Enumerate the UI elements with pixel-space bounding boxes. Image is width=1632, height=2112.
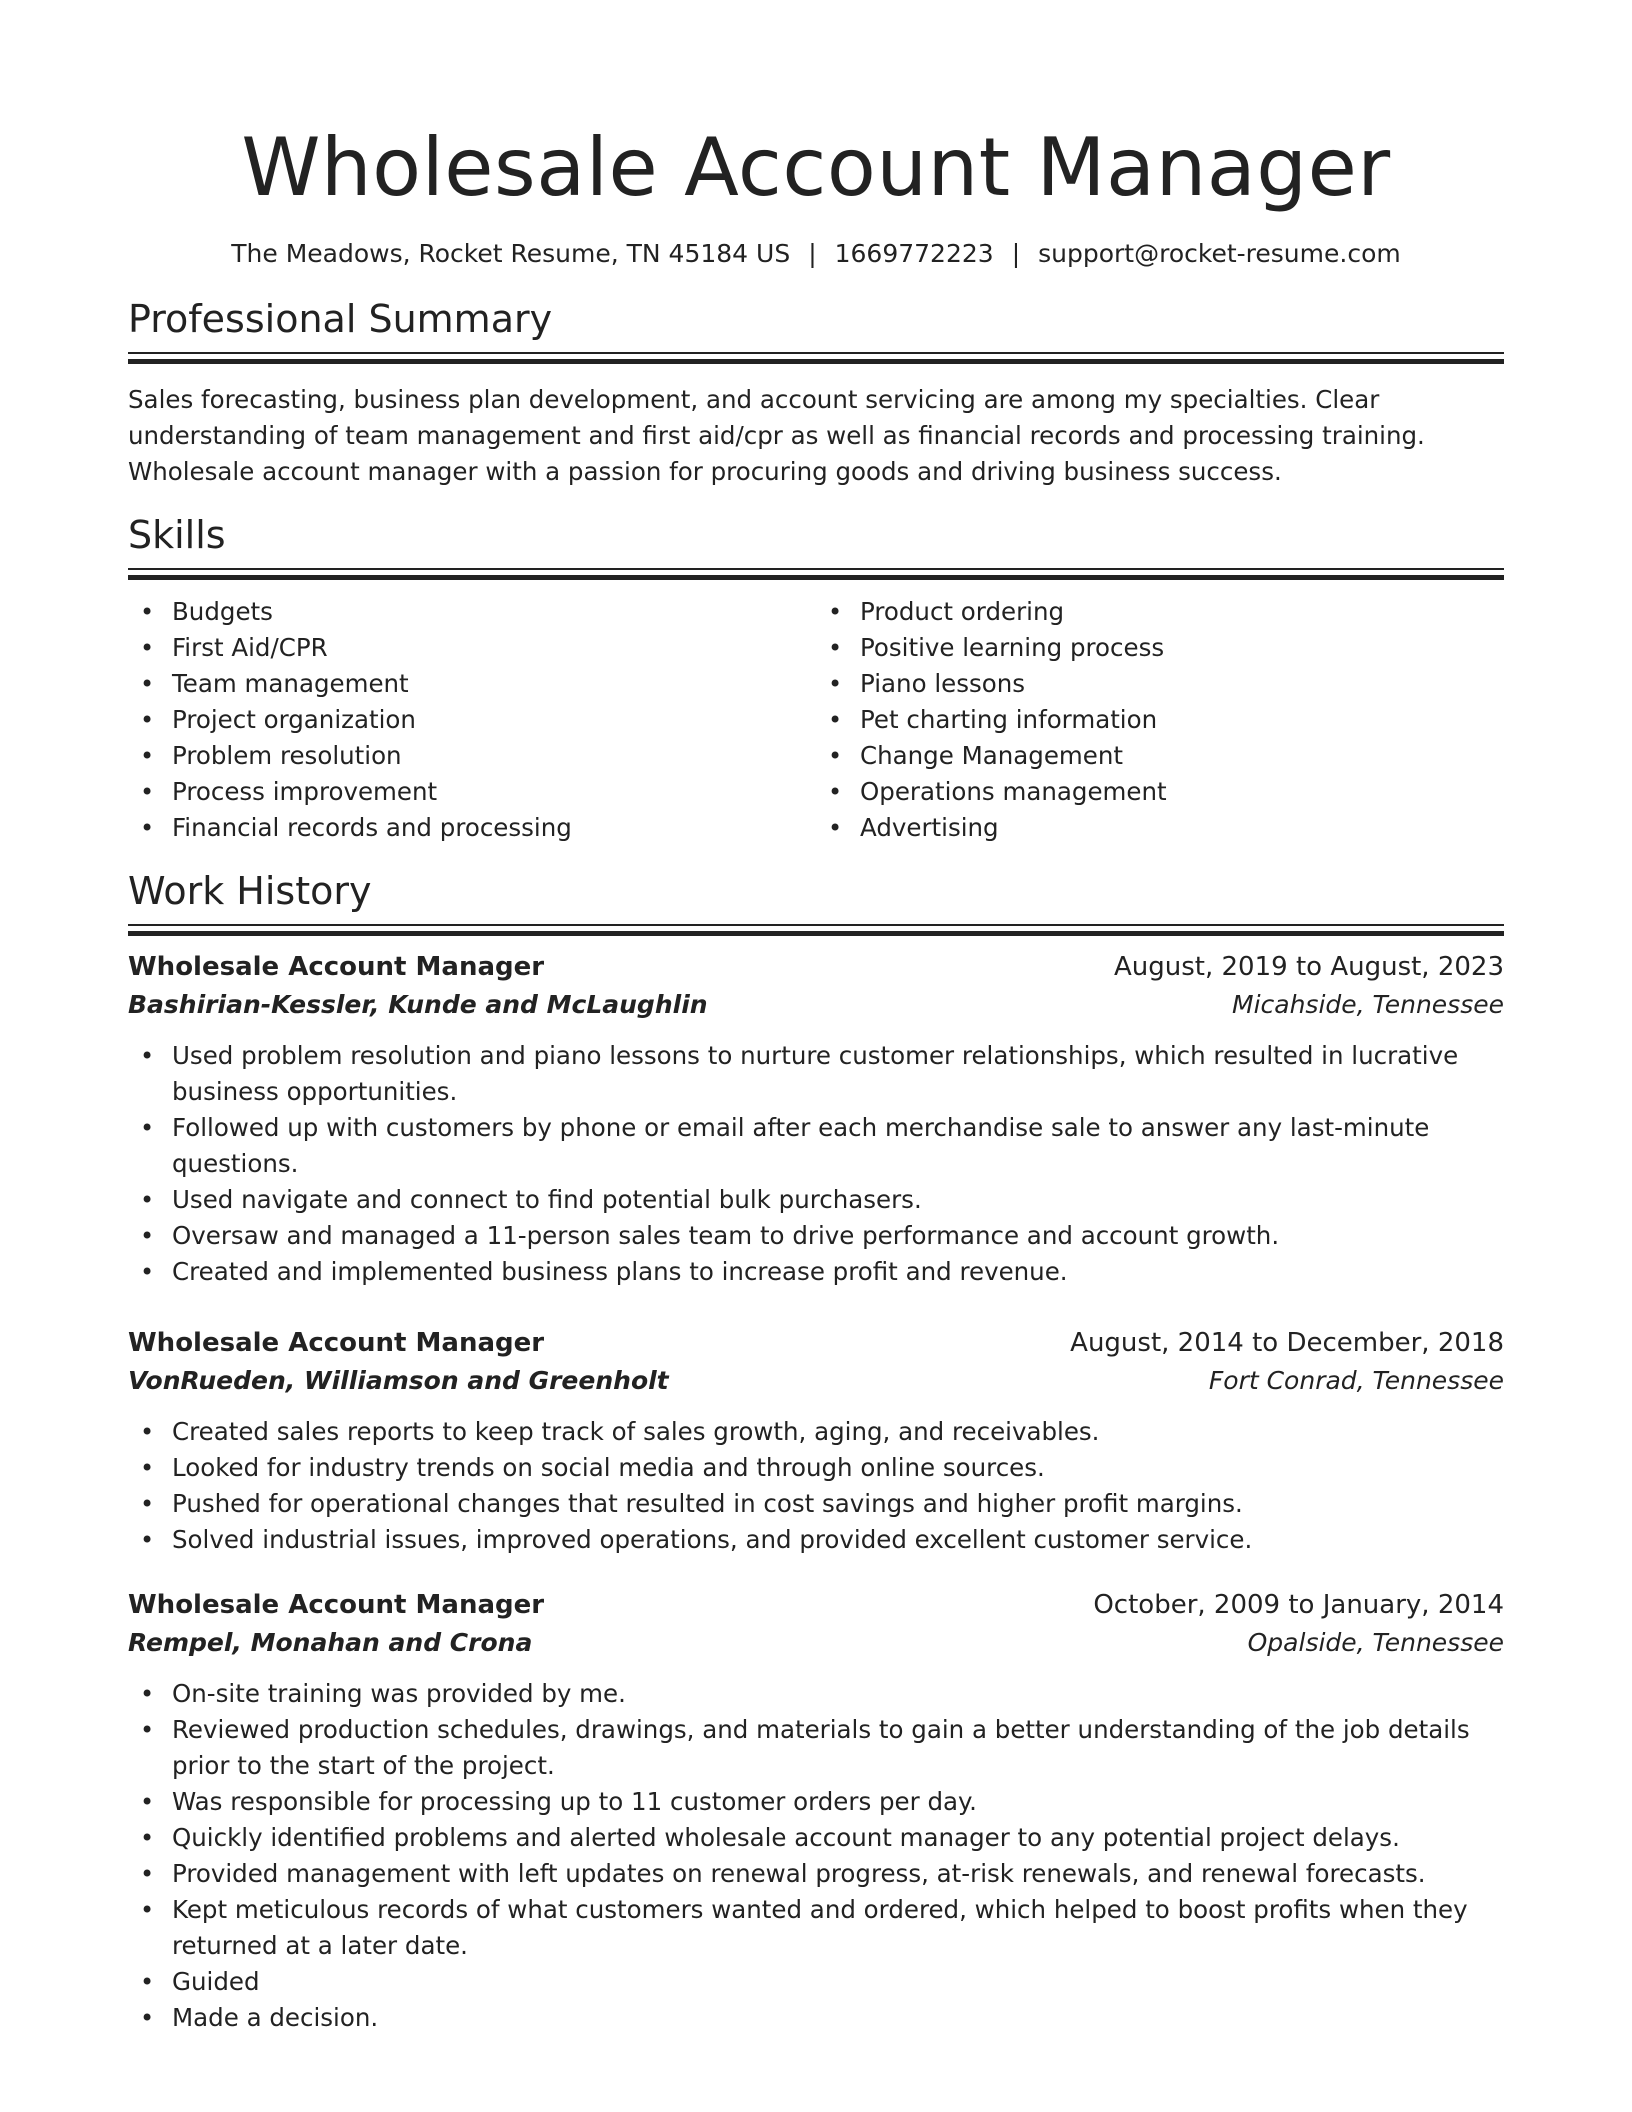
job-bullet: • Quickly identified problems and alerted wholesale account manager to any potential project delays.: [128, 1820, 1504, 1856]
job-bullet: • Oversaw and managed a 11-person sales team to drive performance and account growth.: [128, 1218, 1504, 1254]
contact-phone: 1669772223: [834, 239, 994, 268]
job-list: [128, 948, 1504, 2036]
job-bullet: • Guided: [128, 1964, 1504, 2000]
job-entry: [128, 1586, 1504, 2036]
job-company-row: [128, 986, 1504, 1024]
section-divider: [128, 352, 1504, 364]
skill-item: • Problem resolution: [128, 738, 816, 774]
section-title-skills: Skills: [128, 513, 226, 557]
job-company: VonRueden, Williamson and Greenholt: [128, 1366, 669, 1395]
job-bullet: • Used problem resolution and piano lessons to nurture customer relationships, which resulted in lucrative business opportunities.: [128, 1038, 1504, 1110]
job-header-row: [128, 1324, 1504, 1362]
skill-item: • Positive learning process: [816, 630, 1504, 666]
job-bullet: • Solved industrial issues, improved operations, and provided excellent customer service.: [128, 1522, 1504, 1558]
job-location: Opalside, Tennessee: [1247, 1628, 1504, 1657]
contact-line: [128, 238, 1504, 270]
skills-grid: [128, 594, 1504, 846]
skill-item: • Pet charting information: [816, 702, 1504, 738]
job-company: Rempel, Monahan and Crona: [128, 1628, 533, 1657]
job-bullet: • Reviewed production schedules, drawings, and materials to gain a better understanding of the job details prior to the start of the project.: [128, 1712, 1504, 1784]
job-dates: October, 2009 to January, 2014: [1093, 1590, 1504, 1620]
job-bullet: • Made a decision.: [128, 2000, 1504, 2036]
job-entry: [128, 1324, 1504, 1558]
job-bullets: [128, 1414, 1504, 1558]
skill-item: • Process improvement: [128, 774, 816, 810]
work-section: [128, 868, 1504, 2036]
job-bullet: • Created and implemented business plans to increase profit and revenue.: [128, 1254, 1504, 1290]
resume-page: [128, 0, 1504, 2036]
job-entry: [128, 948, 1504, 1290]
contact-email: support@rocket-resume.com: [1038, 239, 1401, 268]
job-header-row: [128, 948, 1504, 986]
job-company-row: [128, 1624, 1504, 1662]
skill-item: • Team management: [128, 666, 816, 702]
skill-item: • Budgets: [128, 594, 816, 630]
job-company: Bashirian-Kessler, Kunde and McLaughlin: [128, 990, 708, 1019]
job-title: Wholesale Account Manager: [128, 1328, 545, 1358]
job-bullet: • Looked for industry trends on social media and through online sources.: [128, 1450, 1504, 1486]
skill-item: • Change Management: [816, 738, 1504, 774]
job-bullet: • On-site training was provided by me.: [128, 1676, 1504, 1712]
job-title: Wholesale Account Manager: [128, 952, 545, 982]
job-bullet: • Kept meticulous records of what customers wanted and ordered, which helped to boost profits when they returned at a later date.: [128, 1892, 1504, 1964]
skill-item: • Financial records and processing: [128, 810, 816, 846]
section-title-work: Work History: [128, 869, 372, 913]
skill-item: • First Aid/CPR: [128, 630, 816, 666]
contact-address: The Meadows, Rocket Resume, TN 45184 US: [231, 239, 791, 268]
job-bullet: • Created sales reports to keep track of sales growth, aging, and receivables.: [128, 1414, 1504, 1450]
job-bullet: • Was responsible for processing up to 11 customer orders per day.: [128, 1784, 1504, 1820]
summary-section: [128, 296, 1504, 490]
job-bullet: • Pushed for operational changes that resulted in cost savings and higher profit margins.: [128, 1486, 1504, 1522]
skill-item: • Operations management: [816, 774, 1504, 810]
job-location: Fort Conrad, Tennessee: [1208, 1366, 1504, 1395]
job-location: Micahside, Tennessee: [1232, 990, 1504, 1019]
skills-left-column: [128, 594, 816, 846]
job-bullets: [128, 1676, 1504, 2036]
job-dates: August, 2014 to December, 2018: [1070, 1328, 1504, 1358]
skill-item: • Project organization: [128, 702, 816, 738]
skills-section: [128, 512, 1504, 846]
job-bullets: [128, 1038, 1504, 1290]
skill-item: • Advertising: [816, 810, 1504, 846]
section-title-summary: Professional Summary: [128, 297, 553, 341]
contact-separator: |: [808, 239, 817, 268]
skill-item: • Piano lessons: [816, 666, 1504, 702]
job-company-row: [128, 1362, 1504, 1400]
resume-name: Wholesale Account Manager: [241, 121, 1391, 214]
job-bullet: • Used navigate and connect to find potential bulk purchasers.: [128, 1182, 1504, 1218]
skills-right-column: [816, 594, 1504, 846]
skill-item: • Product ordering: [816, 594, 1504, 630]
contact-separator: |: [1011, 239, 1021, 268]
job-header-row: [128, 1586, 1504, 1624]
job-title: Wholesale Account Manager: [128, 1590, 545, 1620]
section-divider: [128, 568, 1504, 580]
summary-text: Sales forecasting, business plan development, and account servicing are among my specialties. Clear understanding of team management and first aid/cpr as well as financial records and processing training. Wholesale account manager with a passion for procuring goods and driving business success.: [128, 385, 1425, 486]
job-bullet: • Followed up with customers by phone or email after each merchandise sale to answer any last-minute questions.: [128, 1110, 1504, 1182]
job-dates: August, 2019 to August, 2023: [1114, 952, 1504, 982]
section-divider: [128, 924, 1504, 936]
job-bullet: • Provided management with left updates on renewal progress, at-risk renewals, and renewal forecasts.: [128, 1856, 1504, 1892]
